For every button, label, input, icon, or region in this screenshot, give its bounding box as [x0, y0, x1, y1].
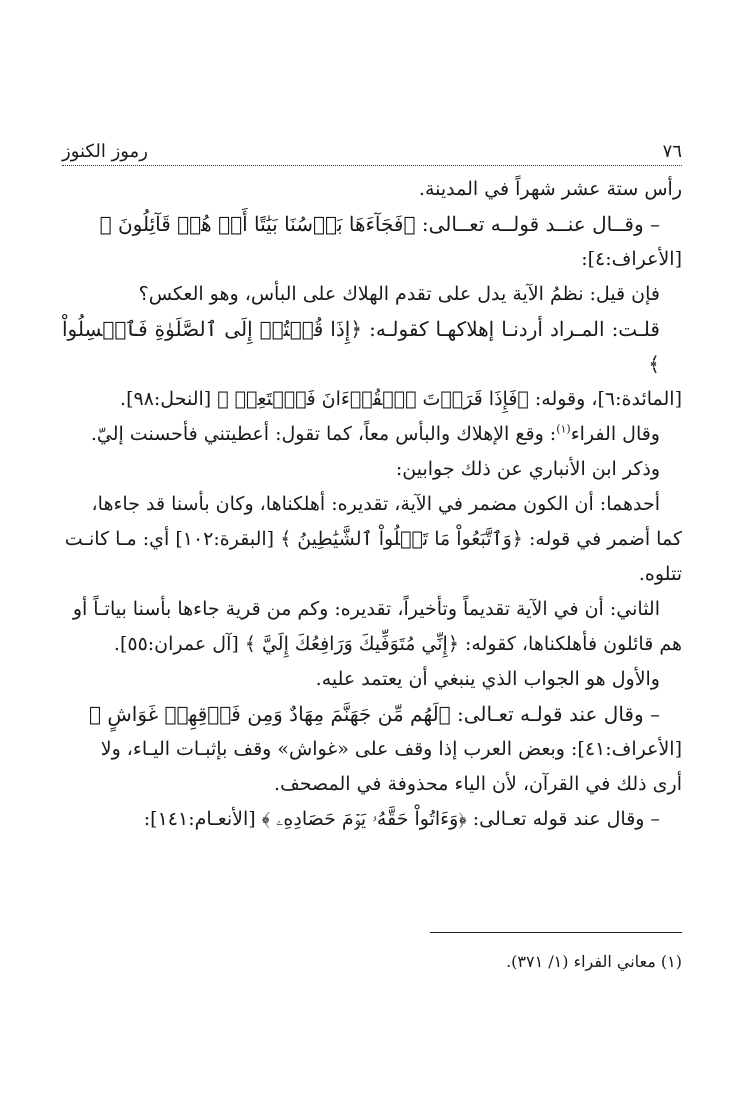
page-header	[62, 128, 682, 162]
text-line: – وقــال عنــد قولــه تعــالى: ﴿فَجَآءَهَا بَأۡسُنَا بَيَٰتًا أَوۡ هُمۡ قَآئِلُونَ ﴾	[99, 212, 660, 236]
text-fragment: : وقع الإهلاك والبأس معاً، كما تقول: أعطيتني فأحسنت إليّ.	[90, 423, 557, 445]
text-line: وذكر ابن الأنباري عن ذلك جوابين:	[395, 458, 660, 480]
running-title: رموز الكنوز	[62, 141, 148, 162]
text-line: كما أضمر في قوله: ﴿وَٱتَّبَعُواْ مَا تَتۡلُواْ ٱلشَّيَٰطِينُ ﴾ [البقرة:١٠٢] أي: مـا كانـت	[64, 528, 682, 550]
text-line: – وقال عند قوله تعـالى: ﴿وَءَاتُواْ حَقَّهُۥ يَوۡمَ حَصَادِهِۦ ﴾ [الأنعـام:١٤١]:	[143, 808, 660, 830]
text-line	[62, 417, 682, 452]
page-number: ٧٦	[662, 141, 682, 162]
footnote-rule	[430, 932, 682, 933]
text-line: تتلوه.	[638, 563, 682, 585]
text-line: – وقال عند قولـه تعـالى: ﴿لَهُم مِّن جَهَنَّمَ مِهَادٌ وَمِن فَوۡقِهِمۡ غَوَاشٍ ﴾	[89, 702, 660, 726]
footnote-ref: (١)	[556, 422, 571, 436]
text-line: فإن قيل: نظمُ الآية يدل على تقدم الهلاك على البأس، وهو العكس؟	[138, 283, 660, 305]
text-line: [الأعراف:٤١]: وبعض العرب إذا وقف على «غواش» وقف بإثبـات اليـاء، ولا	[100, 738, 682, 760]
text-fragment: وقال الفراء	[570, 423, 660, 445]
main-text	[62, 172, 682, 837]
text-line: الثاني: أن في الآية تقديماً وتأخيراً، تقديره: وكم من قرية جاءها بأسنا بياتـاً أو	[72, 598, 660, 620]
text-line: أرى ذلك في القرآن، لأن الياء محذوفة في المصحف.	[274, 773, 682, 795]
text-line: رأس ستة عشر شهراً في المدينة.	[418, 178, 682, 200]
text-line: [المائدة:٦]، وقوله: ﴿فَإِذَا قَرَأۡتَ ٱلۡقُرۡءَانَ فَٱسۡتَعِذۡ ﴾ [النحل:٩٨].	[120, 388, 682, 410]
text-line: أحدهما: أن الكون مضمر في الآية، تقديره: أهلكناها، وكان بأسنا قد جاءها،	[91, 493, 660, 515]
text-line: قلـت: المـراد أردنـا إهلاكهـا كقولـه: ﴿إِذَا قُمۡتُمۡ إِلَى ٱلصَّلَوٰةِ فَٱغۡسِلُواْ ﴾	[62, 317, 660, 376]
text-line: هم قائلون فأهلكناها، كقوله: ﴿إِنِّي مُتَوَفِّيكَ وَرَافِعُكَ إِلَيَّ ﴾ [آل عمران:٥٥].	[113, 633, 682, 655]
text-line: [الأعراف:٤]:	[581, 248, 682, 270]
header-dotted-rule	[62, 165, 682, 166]
text-line: والأول هو الجواب الذي ينبغي أن يعتمد عليه.	[315, 668, 660, 690]
footnote: (١) معاني الفراء (١/ ٣٧١).	[506, 952, 682, 971]
